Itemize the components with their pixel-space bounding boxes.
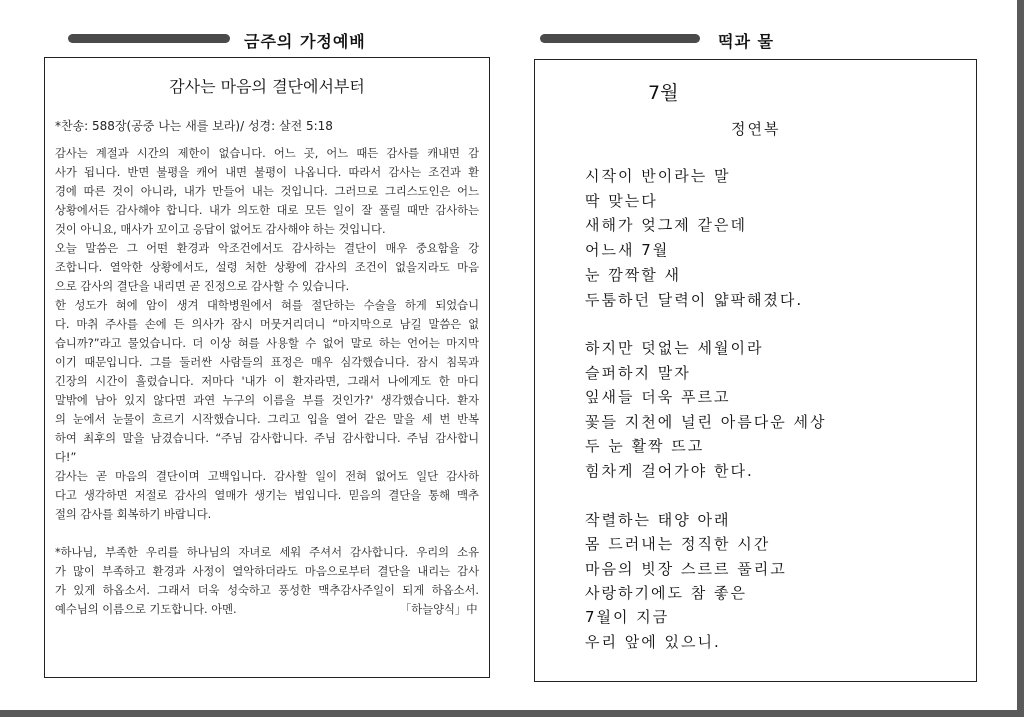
hymn-scripture-info: *찬송: 588장(공중 나는 새를 보라)/ 성경: 살전 5:18 — [55, 119, 333, 133]
prayer-line: 가 많이 부족하고 환경과 사정이 열악하더라도 마음으로부터 결단을 내리는 감사 — [55, 565, 479, 578]
poem-line: 두툼하던 달력이 얇팍해졌다. — [585, 291, 804, 309]
right-section-title: 떡과 물 — [718, 32, 774, 51]
poem-line: 슬퍼하지 말자 — [585, 364, 691, 382]
poem-line: 눈 깜짝할 새 — [585, 266, 681, 284]
source-credit: 「하늘양식」中 — [400, 603, 478, 616]
poem-line: 하지만 덧없는 세월이라 — [585, 339, 764, 357]
body-line: 다!” — [55, 451, 77, 464]
poem-line: 새해가 엊그제 같은데 — [585, 216, 747, 234]
prayer-line: 예수님의 이름으로 기도합니다. 아멘. — [55, 603, 237, 616]
poem-box — [534, 59, 977, 682]
poem-author: 정연복 — [731, 120, 781, 138]
poem-line: 몸 드러내는 정직한 시간 — [585, 535, 771, 553]
body-line: 다고 생각하면 저절로 감사의 열매가 생기는 법입니다. 믿음의 결단을 통해 맥추 — [55, 489, 479, 502]
poem-line: 우리 앞에 있으니. — [585, 633, 721, 651]
poem-line: 마음의 빗장 스르르 풀리고 — [585, 560, 787, 578]
body-line: 긴장의 시간이 흘렀습니다. 저마다 '내가 이 환자라면, 그래서 나에게도 한 마디 — [55, 375, 479, 388]
poem-line: 작렬하는 태양 아래 — [585, 511, 731, 529]
body-line: 말밖에 남아 있지 않다면 과연 누구의 이름을 부를 것인가?' 생각했습니다. 환자 — [55, 394, 479, 407]
left-section-title: 금주의 가정예배 — [244, 32, 366, 51]
poem-line: 시작이 반이라는 말 — [585, 167, 731, 185]
body-line: 것이 아니요, 매사가 꼬이고 응답이 없어도 감사해야 하는 것입니다. — [55, 223, 386, 236]
devotion-title: 감사는 마음의 결단에서부터 — [169, 77, 365, 96]
body-line: 절의 감사를 회복하기 바랍니다. — [55, 508, 212, 521]
body-line: 습니까?”라고 물었습니다. 더 이상 혀를 사용할 수 없어 말로 하는 언어는 마지막 — [55, 337, 479, 350]
prayer-line: *하나님, 부족한 우리를 하나님의 자녀로 세워 주셔서 감사합니다. 우리의 소유 — [55, 546, 479, 559]
body-line: 다. 마취 주사를 손에 든 의사가 잠시 머뭇거리더니 “마지막으로 남길 말씀은 없 — [55, 318, 479, 331]
poem-line: 꽃들 지천에 널린 아름다운 세상 — [585, 413, 827, 431]
body-line: 오늘 말씀은 그 어떤 환경과 악조건에서도 감사하는 결단이 매우 중요함을 강 — [55, 242, 479, 255]
body-line: 의 눈에서 눈물이 흐르기 시작했습니다. 그리고 입을 열어 같은 말을 세 번 반복 — [55, 413, 479, 426]
body-line: 조합니다. 열악한 상황에서도, 설령 처한 상황에 감사의 조건이 없을지라도 마음 — [55, 261, 479, 274]
body-line: 사가 됩니다. 반면 불평을 캐어 내면 불평이 나옵니다. 따라서 감사는 조건과 환 — [55, 166, 479, 179]
body-line: 하여 최후의 말을 남겼습니다. “주님 감사합니다. 주님 감사합니다. 주님 감사합니 — [55, 432, 479, 445]
devotion-box — [44, 57, 490, 678]
body-line: 상황에서든 감사해야 합니다. 내가 의도한 대로 모든 일이 잘 풀릴 때만 감사하는 — [55, 204, 479, 217]
body-line: 이기 때문입니다. 그를 둘러싼 사람들의 표정은 매우 심각했습니다. 잠시 침묵과 — [55, 356, 479, 369]
poem-line: 두 눈 활짝 뜨고 — [585, 437, 705, 455]
body-line: 경에 따른 것이 아니라, 내가 만들어 내는 것입니다. 그러므로 그리스도인은 어느 — [55, 185, 479, 198]
body-line: 한 성도가 혀에 암이 생겨 대학병원에서 혀를 절단하는 수술을 하게 되었습니 — [55, 299, 479, 312]
body-line: 감사는 곧 마음의 결단이며 고백입니다. 감사할 일이 전혀 없어도 일단 감사하 — [55, 470, 479, 483]
poem-title: 7월 — [648, 82, 679, 104]
poem-line: 딱 맞는다 — [585, 192, 658, 210]
poem-line: 7월이 지금 — [585, 608, 670, 626]
poem-line: 사랑하기에도 참 좋은 — [585, 584, 747, 602]
poem-line: 어느새 7월 — [585, 241, 670, 259]
poem-line: 잎새들 더욱 푸르고 — [585, 388, 731, 406]
right-header-bar — [540, 34, 700, 43]
left-header-bar — [68, 34, 230, 43]
body-line: 으로 감사의 결단을 내리면 곧 진정으로 감사할 수 있습니다. — [55, 280, 350, 293]
poem-line: 힘차게 걸어가야 한다. — [585, 462, 754, 480]
body-line: 감사는 계절과 시간의 제한이 없습니다. 어느 곳, 어느 때든 감사를 캐내면 감 — [55, 147, 479, 160]
prayer-line: 가 있게 하옵소서. 그래서 더욱 성숙하고 풍성한 맥추감사주일이 되게 하옵소서. — [55, 584, 479, 597]
